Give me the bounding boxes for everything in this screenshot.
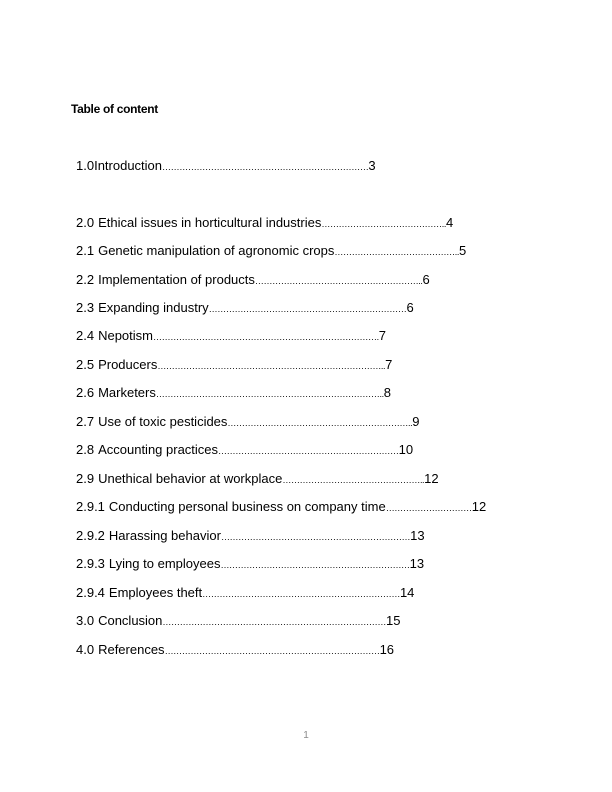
toc-entry-harassing-behavior[interactable] [76,528,425,545]
toc-entry-number: 2.4 [76,328,95,343]
toc-entry-nepotism[interactable] [76,328,386,345]
toc-entry-number: 2.7 [76,414,95,429]
toc-entry-number: 2.9.4 [76,585,105,600]
toc-entry-number: 2.9.3 [76,556,105,571]
toc-entry-number: 4.0 [76,642,95,657]
toc-entry-title: Conducting personal business on company time [108,499,386,514]
toc-entry-title: Unethical behavior at workplace [98,471,283,486]
toc-entry-page: 6 [406,300,414,315]
toc-entry-title: Accounting practices [98,442,219,457]
toc-entry-title: Implementation of products [98,272,255,287]
toc-entry-title: References [98,642,165,657]
toc-entry-number: 2.3 [76,300,95,315]
toc-entry-number: 2.0 [76,215,95,230]
toc-leader-dots: …………………………………………………………… [202,589,400,599]
toc-entry-ethical-issues[interactable] [76,215,453,232]
toc-leader-dots: ……………………………………………………………………. [153,332,379,342]
toc-entry-title: Marketers [98,385,156,400]
toc-entry-title: Expanding industry [98,300,209,315]
toc-entry-page: 3 [368,158,376,173]
toc-leader-dots: …………………………………………………………………….. [155,389,384,399]
toc-entry-title: Introduction [94,158,163,173]
toc-entry-page: 15 [386,613,401,628]
toc-entry-title: Producers [98,357,158,372]
toc-entry-page: 13 [410,528,425,543]
toc-leader-dots: ……………………………………………………….. [227,418,413,428]
toc-entry-title: Employees theft [108,585,203,600]
toc-entry-page: 10 [398,442,414,457]
toc-entry-conclusion[interactable] [76,613,400,630]
toc-entry-page: 12 [424,471,439,486]
toc-entry-accounting-practices[interactable] [76,442,413,459]
toc-entry-introduction[interactable] [76,158,376,175]
toc-entry-title: Genetic manipulation of agronomic crops [98,243,335,258]
toc-entry-number: 2.5 [76,357,95,372]
toc-entry-expanding-industry[interactable] [76,300,414,317]
toc-entry-page: 7 [385,357,393,372]
toc-leader-dots: ………………………………………………………… [220,532,411,542]
toc-entry-number: 2.8 [76,442,95,457]
toc-entry-number: 2.9.2 [76,528,105,543]
toc-entry-title: Conclusion [98,613,163,628]
toc-leader-dots: ……………………………………………………… [218,446,399,456]
toc-entry-title: Nepotism [98,328,153,343]
toc-entry-title: Harassing behavior [108,528,221,543]
toc-heading: Table of content [71,102,158,116]
toc-entry-page: 4 [445,215,454,230]
toc-entry-page: 8 [383,385,391,400]
toc-leader-dots: …………………………………………………………………….. [157,361,386,371]
toc-entry-number: 2.6 [76,385,95,400]
toc-leader-dots: …………………………………….. [321,219,446,229]
toc-entry-page: 14 [399,585,415,600]
toc-entry-personal-business[interactable] [76,499,486,516]
toc-entry-number: 3.0 [76,613,95,628]
toc-entry-number: 2.1 [76,243,95,258]
toc-entry-genetic-manipulation[interactable] [76,243,466,260]
toc-entry-unethical-behavior[interactable] [76,471,439,488]
toc-leader-dots: ………………………………………………………… [220,560,410,570]
toc-leader-dots: ………………………………………………….. [254,276,423,286]
toc-entry-page: 12 [471,499,487,514]
toc-entry-number: 1.0 [76,158,95,173]
toc-entry-title: Ethical issues in horticultural industries [98,215,322,230]
toc-entry-employees-theft[interactable] [76,585,414,602]
toc-entry-references[interactable] [76,642,394,659]
toc-leader-dots: ………………………… [385,503,472,513]
toc-entry-page: 16 [379,642,395,657]
toc-entry-page: 7 [378,328,386,343]
toc-leader-dots: ………………………………………….. [282,475,425,485]
toc-entry-producers[interactable] [76,357,392,374]
toc-entry-page: 6 [422,272,430,287]
toc-entry-number: 2.2 [76,272,95,287]
toc-leader-dots: …………………………………………………………………… [162,617,387,627]
toc-leader-dots: …………………………………….. [334,247,459,257]
toc-entry-number: 2.9.1 [76,499,105,514]
toc-entry-page: 13 [409,556,425,571]
toc-leader-dots: …………………………………………………………… [208,304,407,314]
toc-entry-marketers[interactable] [76,385,391,402]
footer-page-number: 1 [303,730,309,741]
toc-entry-number: 2.9 [76,471,95,486]
toc-entry-page: 5 [458,243,467,258]
toc-entry-toxic-pesticides[interactable] [76,414,419,431]
toc-leader-dots: ……………………………………………………………… [162,162,369,172]
toc-leader-dots: ………………………………………………………………… [164,646,380,656]
toc-entry-implementation-of-products[interactable] [76,272,430,289]
toc-entry-title: Lying to employees [108,556,221,571]
toc-entry-title: Use of toxic pesticides [98,414,228,429]
toc-entry-page: 9 [412,414,420,429]
toc-entry-lying-to-employees[interactable] [76,556,424,573]
